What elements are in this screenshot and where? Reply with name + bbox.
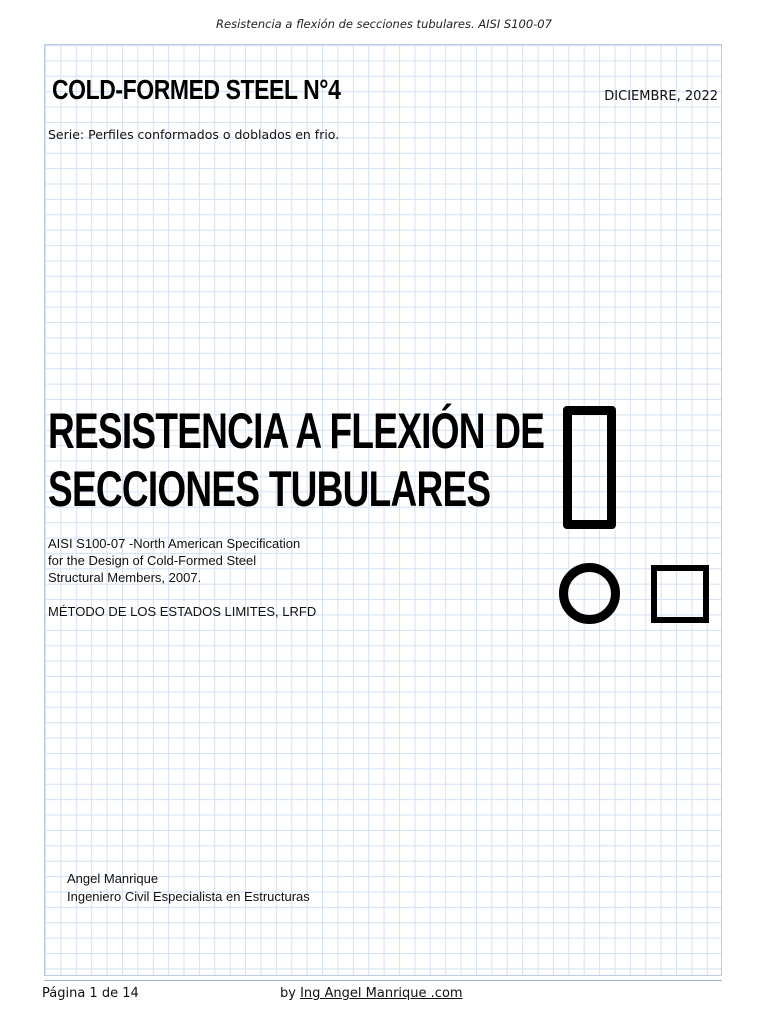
main-title [48, 402, 544, 518]
specification-reference [48, 535, 300, 586]
running-header: Resistencia a flexión de secciones tubulares. AISI S100-07 [216, 17, 552, 31]
square-tube-icon [651, 565, 709, 623]
main-title-line-2: SECCIONES TUBULARES [48, 461, 491, 517]
spec-line-1: AISI S100-07 -North American Specification [48, 536, 301, 551]
rectangular-tube-icon [563, 406, 616, 529]
byline-prefix: by [280, 986, 301, 1001]
author-website-link[interactable]: Ing Angel Manrique .com [300, 986, 463, 1001]
series-subtitle: Serie: Perfiles conformados o doblados en frio. [48, 127, 340, 142]
round-tube-icon [559, 563, 620, 624]
issue-title: COLD-FORMED STEEL N°4 [52, 74, 341, 105]
page-number: Página 1 de 14 [42, 986, 139, 1001]
spec-line-3: Structural Members, 2007. [48, 570, 202, 585]
author-role: Ingeniero Civil Especialista en Estructuras [67, 889, 310, 904]
spec-line-2: for the Design of Cold-Formed Steel [48, 553, 257, 568]
issue-date: DICIEMBRE, 2022 [604, 89, 718, 104]
design-method: MÉTODO DE LOS ESTADOS LIMITES, LRFD [48, 604, 317, 619]
main-title-line-1: RESISTENCIA A FLEXIÓN DE [48, 403, 545, 459]
footer-byline [280, 986, 463, 1001]
author-name: Angel Manrique [67, 871, 159, 886]
author-block [67, 870, 310, 906]
footer-divider [44, 980, 722, 981]
